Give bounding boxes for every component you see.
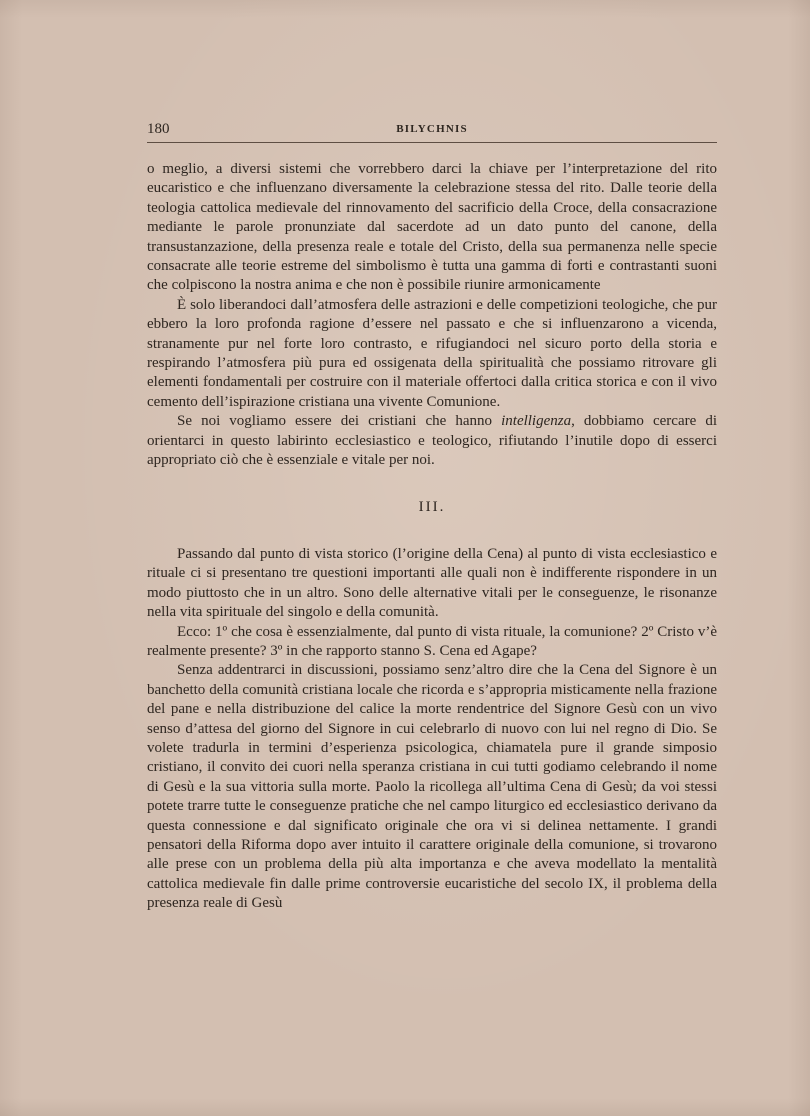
- paragraph-5: Ecco: 1º che cosa è essenzialmente, dal punto di vista rituale, la comunione? 2º Cristo v’è realmente presente? 3º in che rapporto stanno S. Cena ed Agape?: [147, 623, 717, 659]
- page-number: 180: [147, 121, 170, 137]
- paragraph-4: Passando dal punto di vista storico (l’origine della Cena) al punto di vista ecclesiastico e rituale ci si presentano tre questioni importanti alle quali non è indifferente rispondere in un modo piuttosto che in un altro. Sono delle alternative vitali per le conseguenze, le risonanze nella vita spirituale del singolo e della comunità.: [147, 545, 717, 621]
- running-head: BILYCHNIS: [396, 123, 468, 135]
- section-heading: III.: [418, 498, 446, 515]
- header-rule: [147, 142, 717, 143]
- paragraph-3-italic: intelligenza: [501, 413, 572, 430]
- page-header: [147, 121, 717, 143]
- body-text: [147, 160, 717, 914]
- paragraph-3-text-b: , dobbiamo cercare di orientarci in questo labirinto ecclesiastico e teologico, rifiutando l’inutile dopo di esserci appropriato ciò che è essenziale e vitale per noi.: [147, 413, 717, 469]
- paragraph-1: o meglio, a diversi sistemi che vorrebbero darci la chiave per l’interpretazione del rito eucaristico e che influenzano diversamente la celebrazione stessa del rito. Dalle teorie della teologia cattolica medievale del rinnovamento del sacrificio della Croce, della consacrazione mediante le parole pronunziate dal sacerdote ad un dato punto del canone, della transustanzazione, della presenza reale e totale del Cristo, della sua permanenza nelle specie consacrate alle teorie estreme del simbolismo è tutta una gamma di forti e contrastanti suoni che colpiscono la nostra anima e che non è possibile riunire armonicamente: [147, 161, 717, 294]
- paragraph-2: È solo liberandoci dall’atmosfera delle astrazioni e delle competizioni teologiche, che pur ebbero la loro profonda ragione d’essere nel passato e che si influenzarono a vicenda, stranamente pur nel forte loro contrasto, e rifugiandoci nel sicuro porto della storia e respirando l’atmosfera più pura ed ossigenata della spiritualità che possiamo ritrovare gli elementi fondamentali per costruire con il materiale offertoci dalla critica storica e con il vivo cemento dell’ispirazione cristiana una vivente Comunione.: [147, 296, 717, 410]
- paragraph-3-text-a: Se noi vogliamo essere dei cristiani che hanno: [177, 413, 502, 430]
- paragraph-3: [147, 412, 717, 470]
- paragraph-6: Senza addentrarci in discussioni, possiamo senz’altro dire che la Cena del Signore è un banchetto della comunità cristiana locale che ricorda e s’appropria misticamente nella frazione del pane e nella distribuzione del calice la morte rendentrice del Signore Gesù con un vivo senso d’attesa del giorno del Signore in cui celebrarlo di nuovo con lui nel regno di Dio. Se volete tradurla in termini d’esperienza psicologica, chiamatela pure il grande simposio cristiano, il convito dei cuori nella speranza cristiana in cui tutti godiamo celebrando il nome di Gesù e la sua vittoria sulla morte. Paolo la ricollega all’ultima Cena di Gesù; da voi stessi potete trarre tutte le conseguenze pratiche che nel campo liturgico ed ecclesiastico derivano da questa connessione e dal significato originale che ora vi si delinea nettamente. I grandi pensatori della Riforma dopo aver intuito il carattere originale della comunione, si trovarono alle prese con un problema della più alta importanza e che aveva modellato la mentalità cattolica medievale fin dalle prime controversie eucaristiche del secolo IX, il problema della presenza reale di Gesù: [147, 662, 717, 912]
